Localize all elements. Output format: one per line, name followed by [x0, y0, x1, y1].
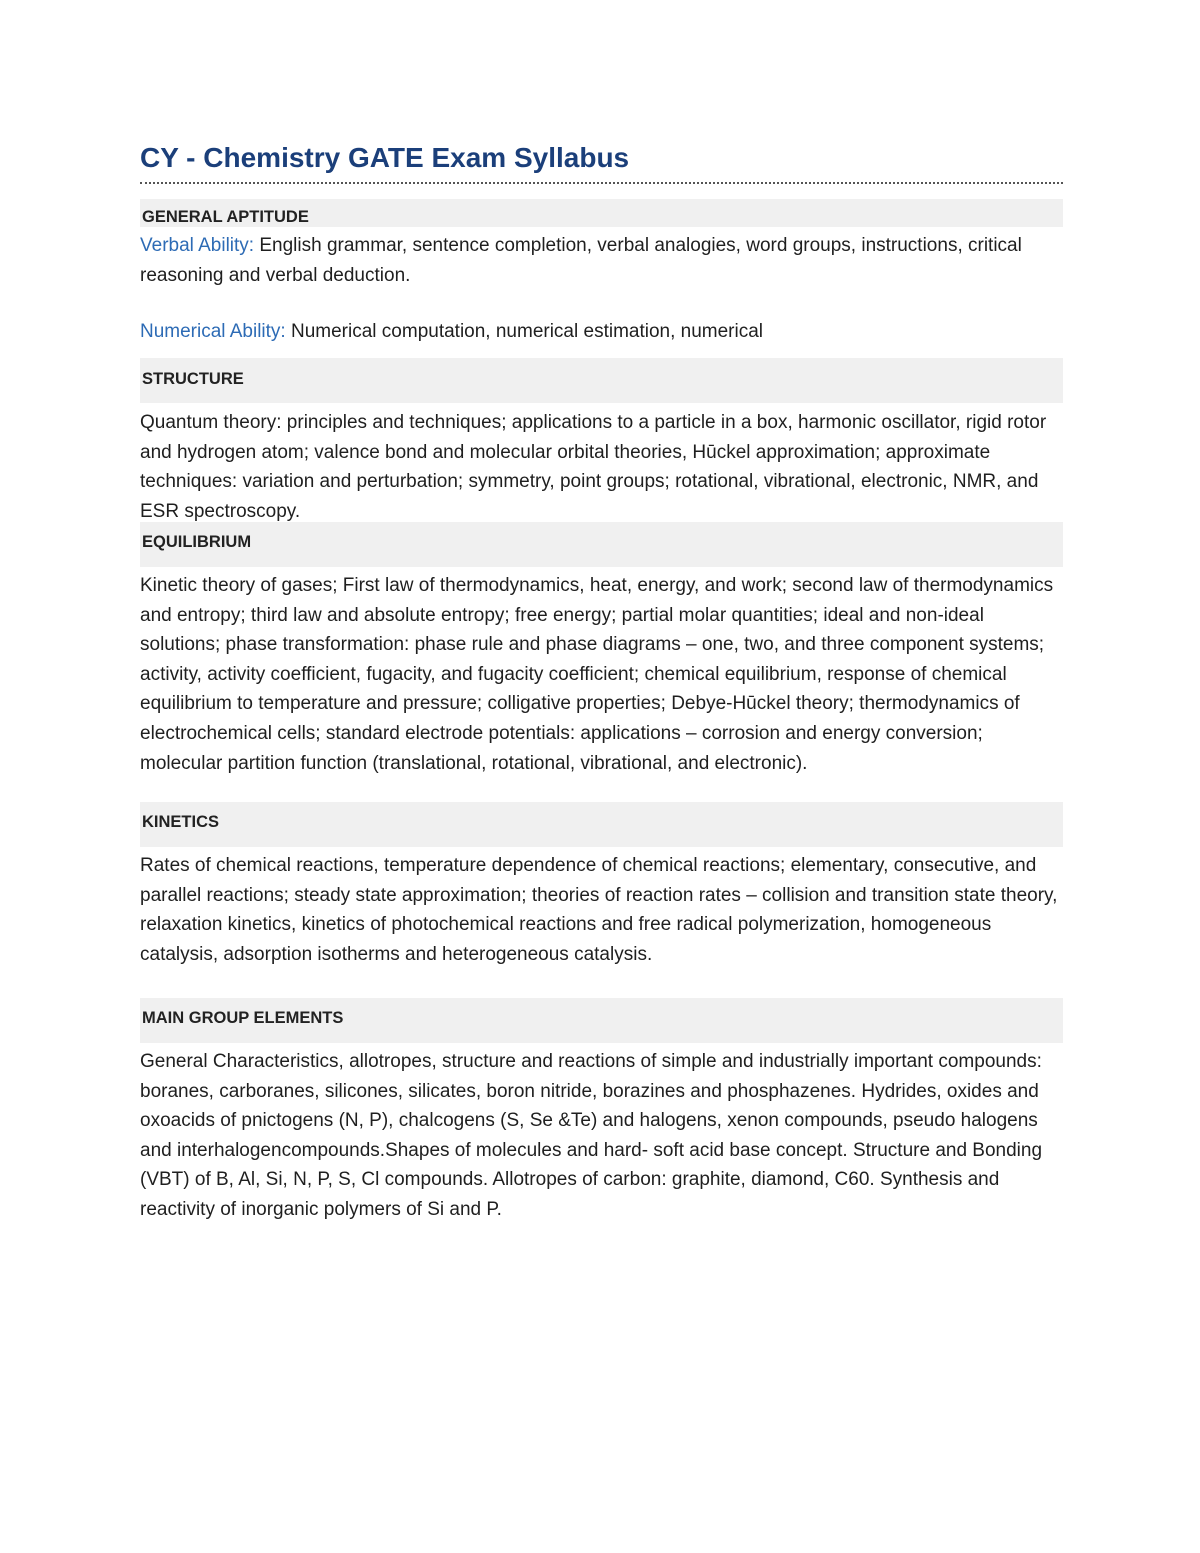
section-heading-equilibrium: EQUILIBRIUM — [140, 522, 1063, 567]
numerical-ability-text: Numerical computation, numerical estimation, numerical — [285, 321, 764, 342]
verbal-ability-paragraph — [140, 231, 1063, 290]
main-group-elements-paragraph: General Characteristics, allotropes, structure and reactions of simple and industrially important compounds: boranes, carboranes, silicones, silicates, boron nitride, borazines and phosphazenes. Hydrides, oxides and oxoacids of pnictogens (N, P), chalcogens (S, Se &Te) and halogens, xenon compounds, pseudo halogens and interhalogencompounds.Shapes of molecules and hard- soft acid base concept. Structure and Bonding (VBT) of B, Al, Si, N, P, S, Cl compounds. Allotropes of carbon: graphite, diamond, C60. Synthesis and reactivity of inorganic polymers of Si and P. — [140, 1051, 1043, 1220]
verbal-ability-label: Verbal Ability: — [140, 235, 255, 256]
equilibrium-paragraph: Kinetic theory of gases; First law of thermodynamics, heat, energy, and work; second law of thermodynamics and entropy; third law and absolute entropy; free energy; partial molar quantities; ideal and non-ideal solutions; phase transformation: phase rule and phase diagrams – one, two, and three component systems; activity, activity coefficient, fugacity, and fugacity coefficient; chemical equilibrium, response of chemical equilibrium to temperature and pressure; colligative properties; Debye-Hūckel theory; thermodynamics of electrochemical cells; standard electrode potentials: applications – corrosion and energy conversion; molecular partition function (translational, rotational, vibrational, and electronic). — [140, 575, 1054, 774]
section-heading-general-aptitude: GENERAL APTITUDE — [140, 199, 1063, 227]
page-title: CY - Chemistry GATE Exam Syllabus — [140, 142, 630, 173]
title-dotted-divider — [140, 182, 1063, 184]
numerical-ability-paragraph — [140, 317, 1063, 347]
verbal-ability-text: English grammar, sentence completion, verbal analogies, word groups, instructions, critical reasoning and verbal deduction. — [140, 235, 1022, 286]
kinetics-paragraph: Rates of chemical reactions, temperature dependence of chemical reactions; elementary, consecutive, and parallel reactions; steady state approximation; theories of reaction rates – collision and transition state theory, relaxation kinetics, kinetics of photochemical reactions and free radical polymerization, homogeneous catalysis, adsorption isotherms and heterogeneous catalysis. — [140, 855, 1058, 965]
section-heading-structure: STRUCTURE — [140, 358, 1063, 403]
structure-paragraph: Quantum theory: principles and techniques; applications to a particle in a box, harmonic oscillator, rigid rotor and hydrogen atom; valence bond and molecular orbital theories, Hūckel approximation; approximate techniques: variation and perturbation; symmetry, point groups; rotational, vibrational, electronic, NMR, and ESR spectroscopy. — [140, 412, 1047, 522]
section-heading-kinetics: KINETICS — [140, 802, 1063, 847]
section-heading-main-group-elements: MAIN GROUP ELEMENTS — [140, 998, 1063, 1043]
numerical-ability-label: Numerical Ability: — [140, 321, 286, 342]
